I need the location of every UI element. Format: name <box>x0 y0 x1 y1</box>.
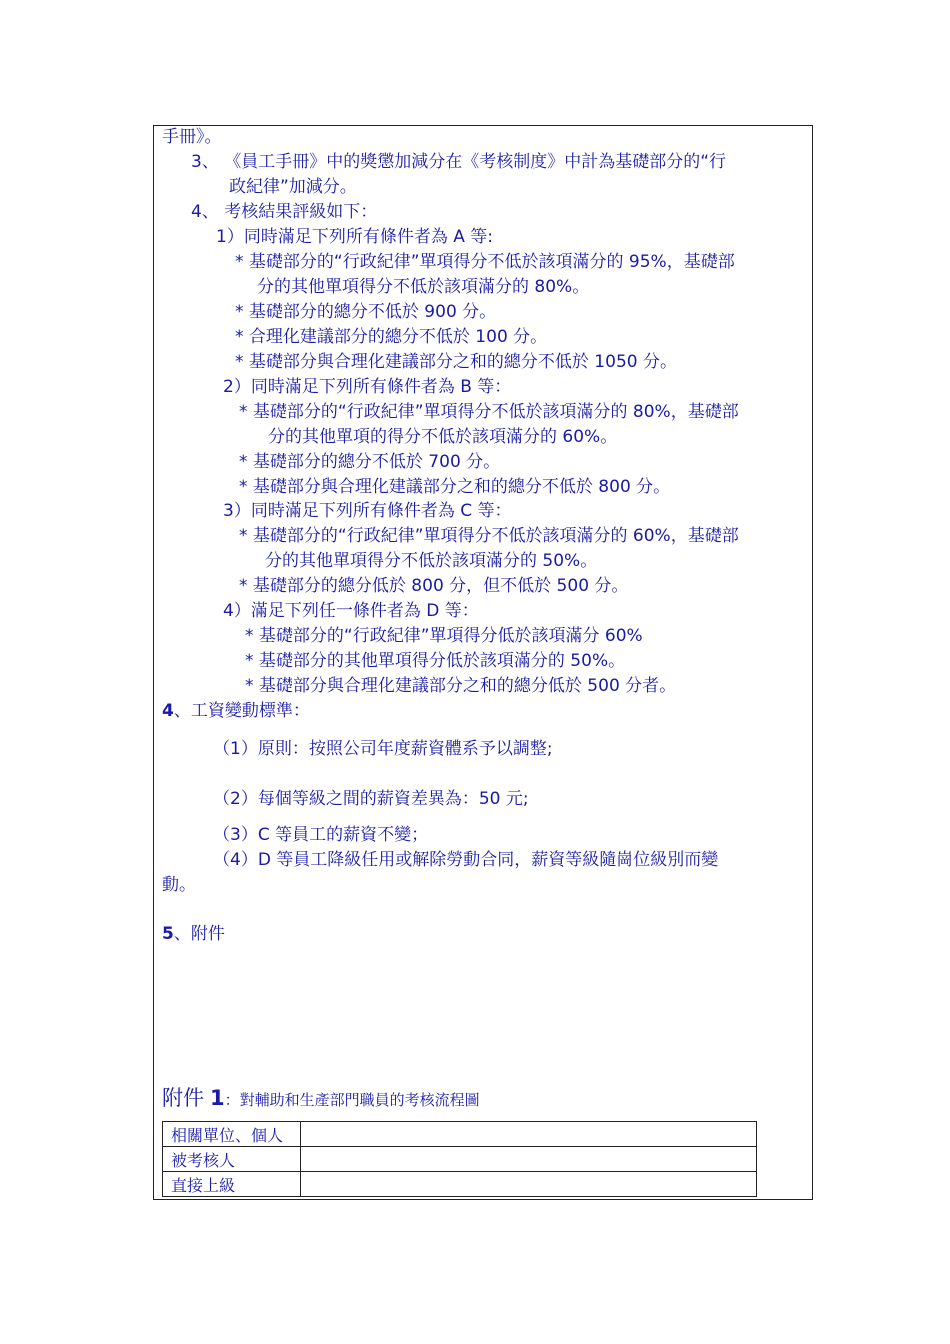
table-cell-label: 直接上級 <box>163 1172 301 1197</box>
attachment-subtitle: ：對輔助和生產部門職員的考核流程圖 <box>224 1091 480 1109</box>
table-cell-value <box>301 1172 757 1197</box>
section-title: 、附件 <box>173 924 225 944</box>
text-line: * 基礎部分與合理化建議部分之和的總分不低於 1050 分。 <box>235 352 677 372</box>
table-cell-value <box>301 1147 757 1172</box>
text-line: 分的其他單項得分不低於該項滿分的 50%。 <box>265 551 598 571</box>
attachment-prefix: 附件 <box>162 1086 204 1110</box>
table-cell-label: 相關單位、個人 <box>163 1122 301 1147</box>
text-line: * 基礎部分的“行政紀律”單項得分不低於該項滿分的 80%，基礎部 <box>239 402 739 422</box>
list-item: （2）每個等級之間的薪資差異為：50 元; <box>213 789 529 809</box>
section-5-heading <box>162 922 225 946</box>
section-title: 、工資變動標準： <box>173 701 310 721</box>
text-line: 分的其他單項得分不低於該項滿分的 80%。 <box>257 277 590 297</box>
text-line: 政紀律”加減分。 <box>229 177 357 197</box>
text-line: * 合理化建議部分的總分不低於 100 分。 <box>235 327 548 347</box>
list-item: （3）C 等員工的薪資不變； <box>213 825 429 845</box>
text-line: * 基礎部分與合理化建議部分之和的總分低於 500 分者。 <box>245 676 677 696</box>
text-line: * 基礎部分的“行政紀律”單項得分不低於該項滿分的 95%，基礎部 <box>235 252 735 272</box>
text-line: 分的其他單項的得分不低於該項滿分的 60%。 <box>268 427 618 447</box>
table-row <box>163 1172 757 1197</box>
table-cell-label: 被考核人 <box>163 1147 301 1172</box>
text-line: * 基礎部分與合理化建議部分之和的總分不低於 800 分。 <box>239 477 671 497</box>
text-line: * 基礎部分的其他單項得分低於該項滿分的 50%。 <box>245 651 626 671</box>
table-row <box>163 1122 757 1147</box>
text-line: * 基礎部分的“行政紀律”單項得分低於該項滿分 60% <box>245 626 643 646</box>
text-line: 4、 考核結果評級如下： <box>191 202 378 222</box>
text-line: 2）同時滿足下列所有條件者為 B 等： <box>223 377 512 397</box>
text-line: 1）同時滿足下列所有條件者為 A 等: <box>216 227 493 247</box>
table-cell-value <box>301 1122 757 1147</box>
attachment-title <box>162 1082 480 1112</box>
text-line: 4）滿足下列任一條件者為 D 等： <box>223 601 479 621</box>
text-line: * 基礎部分的總分不低於 900 分。 <box>235 302 497 322</box>
text-line: * 基礎部分的“行政紀律”單項得分不低於該項滿分的 60%，基礎部 <box>239 526 739 546</box>
attachment-table <box>162 1121 757 1197</box>
table-row <box>163 1147 757 1172</box>
section-number: 5 <box>162 924 174 944</box>
text-line: * 基礎部分的總分低於 800 分，但不低於 500 分。 <box>239 576 629 596</box>
list-item: 動。 <box>162 875 196 895</box>
text-line: 手冊》。 <box>162 127 222 147</box>
text-line: 3）同時滿足下列所有條件者為 C 等： <box>223 501 512 521</box>
text-line: * 基礎部分的總分不低於 700 分。 <box>239 452 501 472</box>
list-item: （4）D 等員工降級任用或解除勞動合同，薪資等級隨崗位級別而變 <box>213 850 719 870</box>
section-number: 4 <box>162 701 174 721</box>
attachment-number: 1 <box>210 1086 225 1110</box>
text-line: 3、 《員工手冊》中的獎懲加減分在《考核制度》中計為基礎部分的“行 <box>191 152 727 172</box>
list-item: （1）原則：按照公司年度薪資體系予以調整; <box>213 739 553 759</box>
section-4-heading <box>162 699 310 723</box>
